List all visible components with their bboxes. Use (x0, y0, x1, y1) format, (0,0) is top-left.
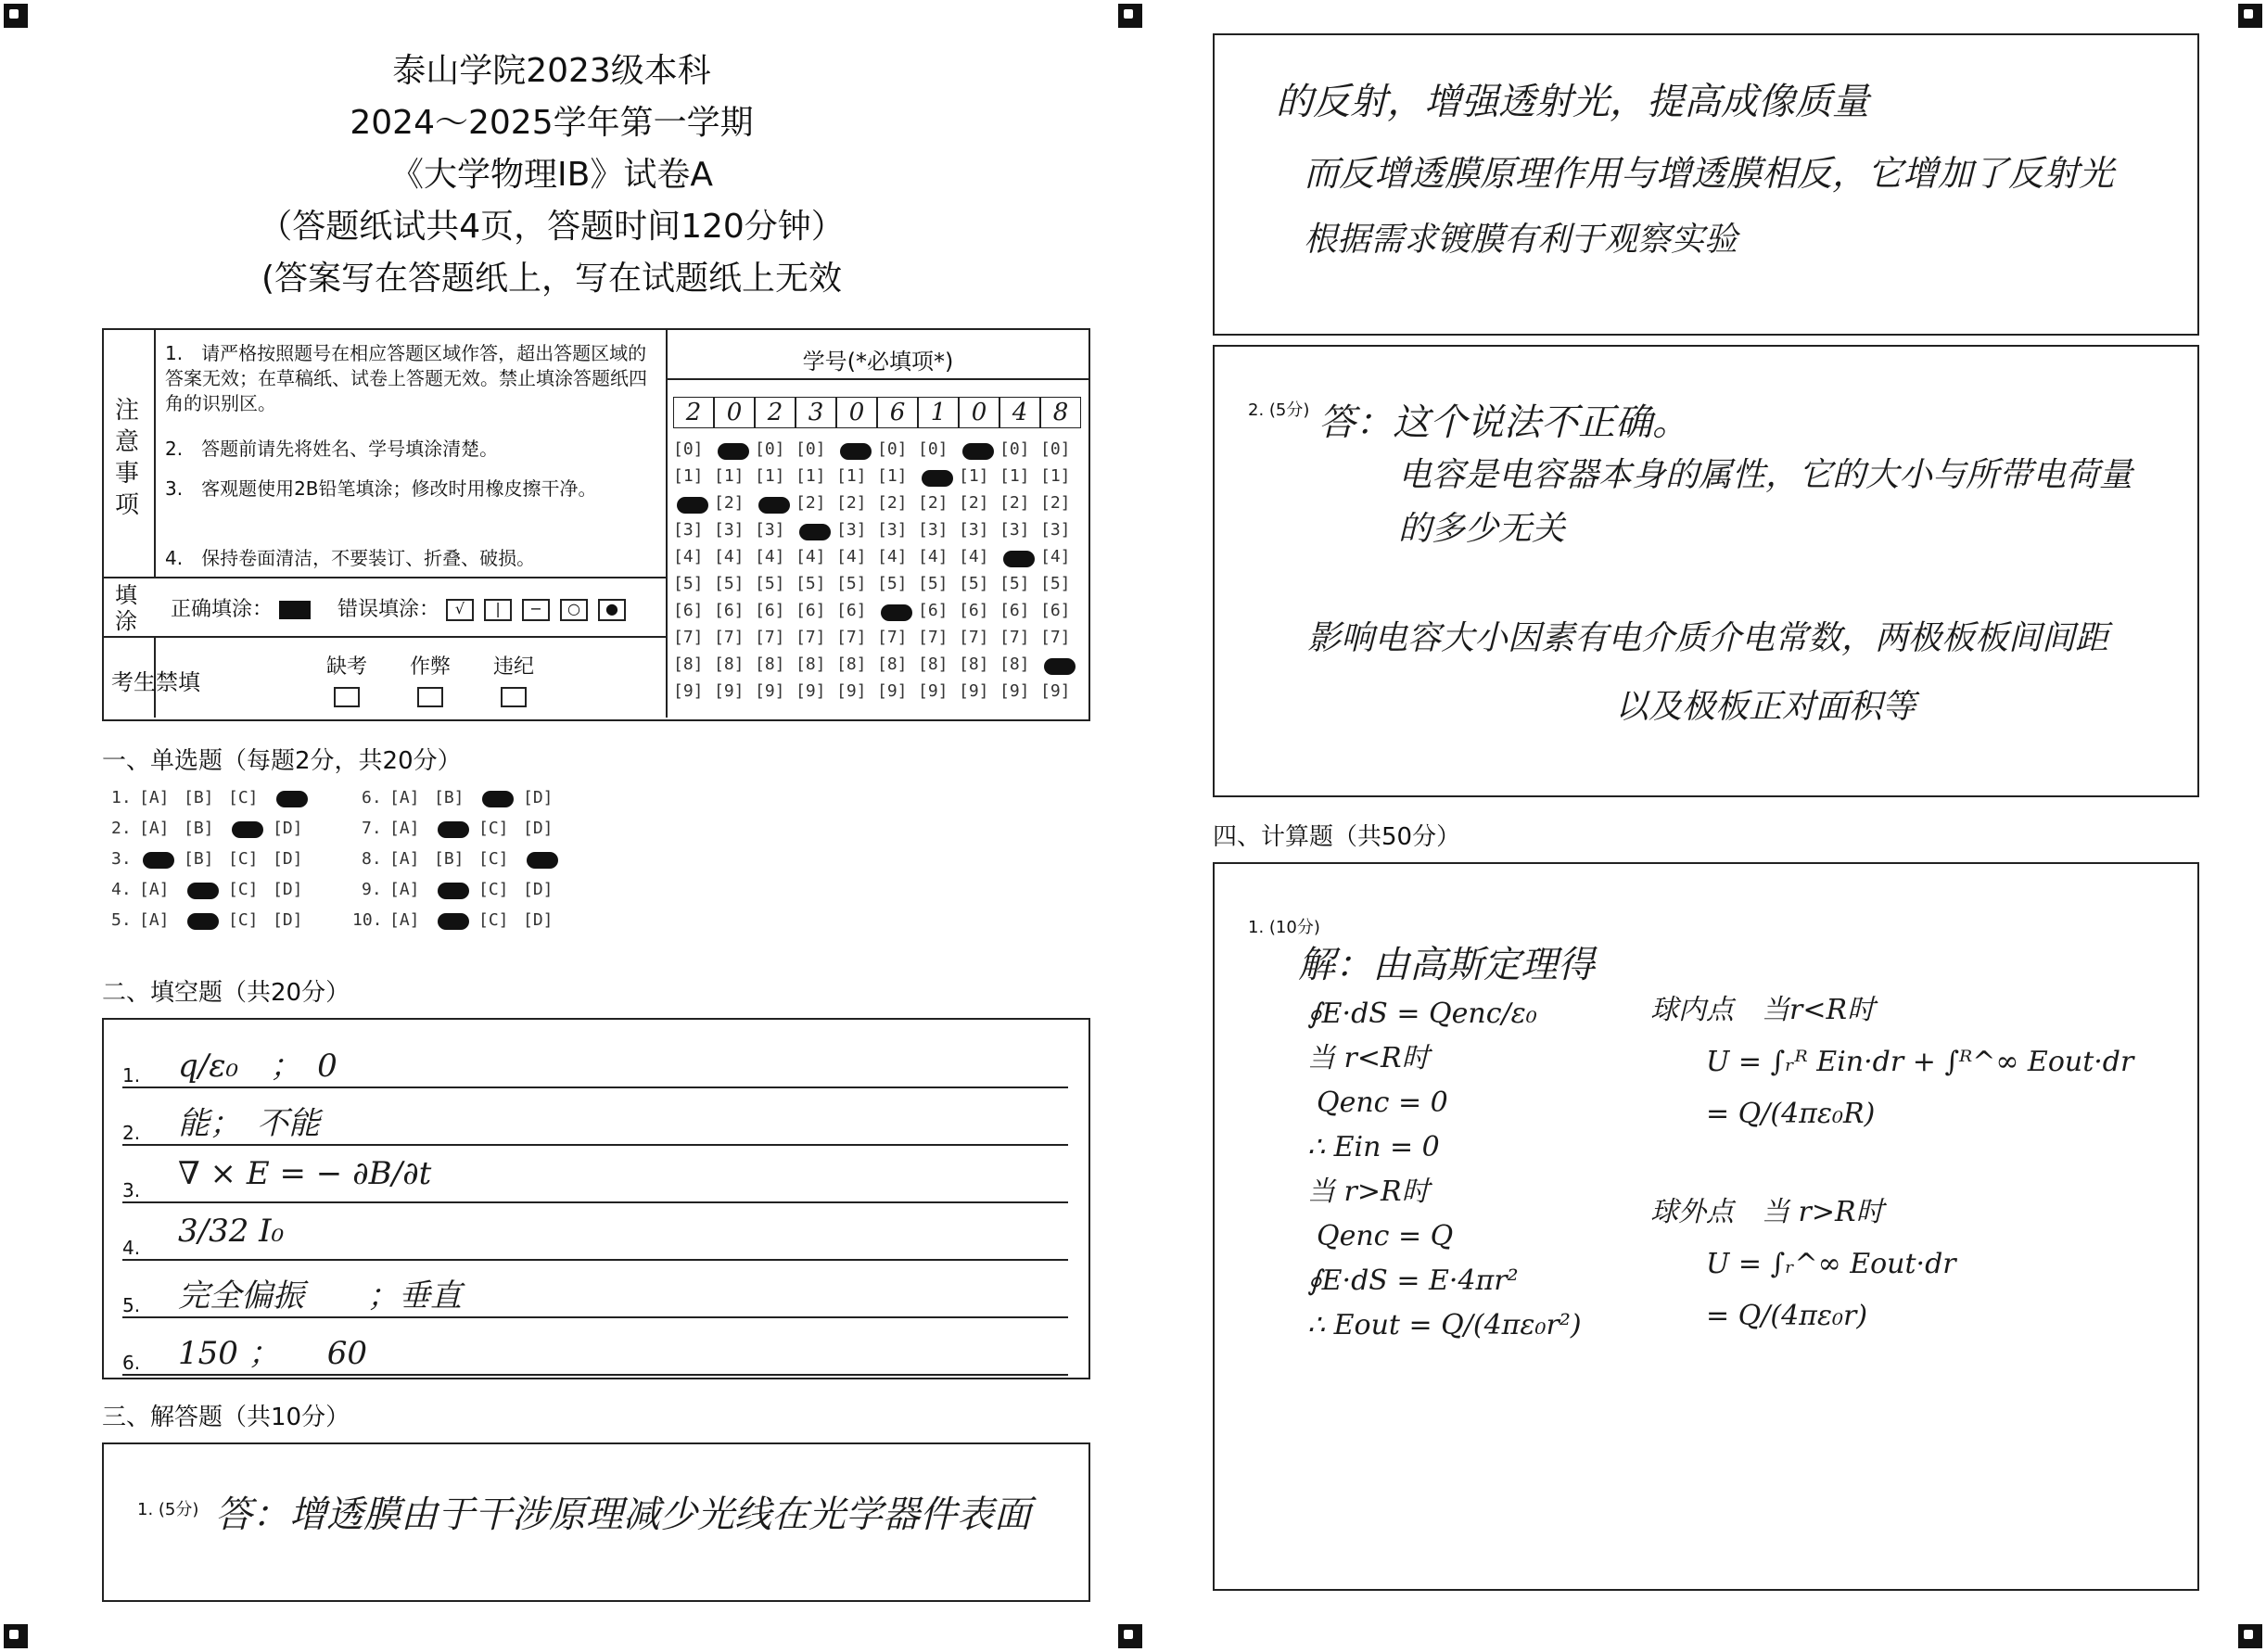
id-bubble: [2] (796, 493, 826, 513)
id-bubble: [7] (999, 628, 1030, 647)
id-bubble: [4] (673, 547, 704, 566)
corner-mark (4, 1624, 28, 1648)
id-bubble: [0] (877, 439, 908, 459)
mc-option: [D] (273, 849, 303, 869)
id-bubble: [2] (918, 493, 948, 513)
mc-option: [A] (139, 880, 170, 899)
id-bubble: [3] (836, 520, 867, 540)
id-bubble: [6] (999, 601, 1030, 620)
id-bubble: [9] (836, 681, 867, 701)
filled-bubble (799, 524, 831, 540)
id-bubble: [7] (714, 628, 745, 647)
short-answer-box-1-continued (1213, 33, 2199, 336)
filled-bubble (922, 470, 953, 487)
id-bubble: [1] (714, 466, 745, 486)
fill-answer: q/ε₀ ； 0 (178, 1048, 337, 1085)
id-bubble: [3] (673, 520, 704, 540)
id-bubble: [3] (918, 520, 948, 540)
id-bubble: [5] (877, 574, 908, 593)
calc-step: Qenc = Q (1317, 1220, 1454, 1252)
mc-option: [A] (389, 788, 420, 807)
id-bubble: [1] (836, 466, 867, 486)
correct-fill-label: 正确填涂： (171, 598, 274, 621)
student-id-digit: 2 (755, 397, 796, 428)
id-bubble: [1] (959, 466, 989, 486)
id-bubble: [5] (673, 574, 704, 593)
id-bubble: [7] (755, 628, 785, 647)
id-bubble: [4] (959, 547, 989, 566)
fill-answer: ∇ × E = − ∂B/∂t (178, 1155, 432, 1192)
id-bubble: [2] (877, 493, 908, 513)
answer-line (122, 1201, 1068, 1203)
calc-step: ∴ Ein = 0 (1307, 1131, 1440, 1163)
fill-number: 6. (122, 1352, 141, 1374)
mc-option: [C] (478, 819, 509, 838)
id-bubble: [0] (918, 439, 948, 459)
answer-line (122, 1144, 1068, 1146)
fill-answer: 3/32 I₀ (178, 1213, 285, 1250)
student-id-digit: 0 (959, 397, 999, 428)
mc-option: [A] (389, 849, 420, 869)
mc-option: [D] (523, 910, 554, 930)
correct-fill-mark (279, 601, 311, 619)
mc-option: [C] (228, 849, 259, 869)
id-bubble: [9] (959, 681, 989, 701)
student-id-digit: 2 (673, 397, 714, 428)
filled-bubble (677, 497, 708, 514)
id-bubble: [2] (999, 493, 1030, 513)
id-bubble: [4] (796, 547, 826, 566)
id-bubble: [6] (755, 601, 785, 620)
short-answer-box-2 (1213, 345, 2199, 797)
handwritten-answer: 的反射，增强透射光，提高成像质量 (1276, 81, 1869, 123)
notice-label: 注意事项 (115, 397, 140, 519)
id-bubble: [7] (1040, 628, 1071, 647)
header-line: 《大学物理IB》试卷A (390, 156, 713, 194)
mc-filled-option (187, 883, 219, 899)
mc-option: [A] (389, 880, 420, 899)
id-bubble: [1] (999, 466, 1030, 486)
mc-filled-option (187, 913, 219, 930)
id-bubble: [8] (755, 654, 785, 674)
calc-step: = Q/(4πε₀r) (1706, 1300, 1868, 1332)
id-bubble: [8] (836, 654, 867, 674)
id-bubble: [0] (999, 439, 1030, 459)
id-bubble: [7] (673, 628, 704, 647)
fill-number: 5. (122, 1294, 141, 1316)
calc-step: ∮E·dS = E·4πr² (1307, 1264, 1519, 1297)
filled-bubble (962, 443, 994, 460)
id-bubble: [6] (1040, 601, 1071, 620)
mc-option: [C] (478, 849, 509, 869)
mc-option: [C] (478, 910, 509, 930)
id-bubble: [8] (673, 654, 704, 674)
mc-question-number: 8. (362, 849, 382, 869)
student-id-digit: 1 (918, 397, 959, 428)
wrong-fill-mark: √ (446, 599, 474, 621)
wrong-fill-mark: ○ (560, 599, 588, 621)
mc-option: [A] (139, 819, 170, 838)
calc-step: = Q/(4πε₀R) (1706, 1098, 1876, 1130)
student-id-digit: 3 (796, 397, 836, 428)
notice-item: 1. 请严格按照题号在相应答题区域作答，超出答题区域的答案无效；在草稿纸、试卷上答题无效。禁止填涂答题纸四角的识别区。 (165, 342, 647, 414)
id-bubble: [5] (755, 574, 785, 593)
wrong-fill-mark: − (522, 599, 550, 621)
header-line: 泰山学院2023级本科 (392, 52, 711, 90)
id-bubble: [2] (836, 493, 867, 513)
fill-answer: 150 ； 60 (178, 1335, 367, 1372)
id-bubble: [2] (714, 493, 745, 513)
id-bubble: [0] (796, 439, 826, 459)
header-line: (答案写在答题纸上，写在试题纸上无效 (261, 260, 843, 298)
id-bubble: [2] (1040, 493, 1071, 513)
mc-option: [A] (139, 788, 170, 807)
id-bubble: [3] (714, 520, 745, 540)
id-bubble: [8] (918, 654, 948, 674)
notice-item: 2. 答题前请先将姓名、学号填涂清楚。 (165, 438, 499, 460)
mc-option: [D] (273, 910, 303, 930)
student-id-digit: 8 (1040, 397, 1081, 428)
id-bubble: [7] (959, 628, 989, 647)
mc-filled-option (232, 821, 263, 838)
id-bubble: [7] (918, 628, 948, 647)
fill-section-title: 二、填空题（共20分） (102, 979, 350, 1007)
corner-mark (4, 4, 28, 28)
filled-bubble (718, 443, 749, 460)
id-bubble: [4] (714, 547, 745, 566)
handwritten-answer: 而反增透膜原理作用与增透膜相反，它增加了反射光 (1304, 153, 2115, 194)
mc-question-number: 1. (111, 788, 132, 807)
id-bubble: [2] (959, 493, 989, 513)
filled-bubble (1003, 551, 1035, 567)
calc-step: ∴ Eout = Q/(4πε₀r²) (1307, 1309, 1582, 1341)
id-bubble: [1] (673, 466, 704, 486)
notice-item: 4. 保持卷面清洁，不要装订、折叠、破损。 (165, 547, 536, 569)
mc-option: [B] (184, 849, 214, 869)
calc-step: 当 r>R时 (1307, 1175, 1430, 1208)
handwritten-answer: 答：这个说法不正确。 (1318, 401, 1689, 444)
mc-question-number: 9. (362, 880, 382, 899)
id-bubble: [6] (796, 601, 826, 620)
calc-step: ∮E·dS = Qenc/ε₀ (1307, 998, 1537, 1030)
mc-option: [C] (228, 788, 259, 807)
id-bubble: [7] (836, 628, 867, 647)
id-bubble: [8] (999, 654, 1030, 674)
id-bubble: [0] (1040, 439, 1071, 459)
question-number: 1. (5分) (137, 1500, 199, 1519)
id-bubble: [9] (714, 681, 745, 701)
handwritten-answer: 根据需求镀膜有利于观察实验 (1304, 221, 1738, 259)
mc-filled-option (438, 913, 469, 930)
id-bubble: [4] (836, 547, 867, 566)
notice-item: 3. 客观题使用2B铅笔填涂；修改时用橡皮擦干净。 (165, 477, 597, 500)
id-bubble: [4] (755, 547, 785, 566)
id-bubble: [5] (999, 574, 1030, 593)
wrong-fill-mark: | (484, 599, 512, 621)
id-bubble: [3] (877, 520, 908, 540)
calc-left-column (1261, 938, 1650, 1348)
handwritten-answer: 电容是电容器本身的属性，它的大小与所带电荷量 (1398, 456, 2133, 494)
fill-answer: 能； 不能 (178, 1105, 320, 1142)
mc-question-number: 4. (111, 880, 132, 899)
corner-mark (2238, 1624, 2262, 1648)
calc-step: U = ∫ᵣ^∞ Eout·dr (1706, 1248, 1956, 1280)
mc-option: [D] (523, 788, 554, 807)
mc-option: [D] (523, 880, 554, 899)
id-bubble: [3] (755, 520, 785, 540)
id-bubble: [5] (836, 574, 867, 593)
wrong-fill-mark: ● (598, 599, 626, 621)
student-id-digit: 4 (999, 397, 1040, 428)
short-section-title: 三、解答题（共10分） (102, 1404, 350, 1431)
id-bubble: [9] (755, 681, 785, 701)
calc-section-title: 四、计算题（共50分） (1213, 823, 1461, 851)
id-bubble: [1] (877, 466, 908, 486)
filled-bubble (881, 604, 912, 621)
filled-bubble (758, 497, 790, 514)
calc-answer-box (1213, 862, 2199, 1591)
mc-question-number: 7. (362, 819, 382, 838)
id-bubble: [5] (918, 574, 948, 593)
mc-option: [A] (389, 910, 420, 930)
id-bubble: [6] (918, 601, 948, 620)
calc-step: Qenc = 0 (1317, 1087, 1448, 1119)
mc-filled-option (276, 791, 308, 807)
mc-question-number: 6. (362, 788, 382, 807)
filled-bubble (1044, 658, 1076, 675)
question-number: 1. (10分) (1248, 918, 1320, 937)
calc-step: 球外点 当 r>R时 (1650, 1196, 1884, 1228)
id-bubble: [0] (755, 439, 785, 459)
fill-number: 1. (122, 1064, 141, 1087)
mc-option: [B] (184, 819, 214, 838)
calc-step: U = ∫ᵣᴿ Ein·dr + ∫ᴿ^∞ Eout·dr (1706, 1046, 2134, 1078)
calc-step: 球内点 当r<R时 (1650, 994, 1876, 1026)
forbid-item: 缺考 (326, 651, 367, 707)
header-line: （答题纸试共4页，答题时间120分钟） (259, 208, 845, 246)
info-box (102, 328, 1090, 721)
forbid-label: 考生禁填 (111, 669, 200, 695)
mc-option: [D] (273, 880, 303, 899)
mc-question-number: 5. (111, 910, 132, 930)
student-id-digit: 0 (714, 397, 755, 428)
calc-right-column (1650, 985, 2170, 1342)
fill-number: 2. (122, 1122, 141, 1144)
mc-question-number: 2. (111, 819, 132, 838)
id-bubble: [1] (755, 466, 785, 486)
mc-option: [C] (228, 880, 259, 899)
forbid-item: 违纪 (493, 651, 534, 707)
id-bubble: [9] (673, 681, 704, 701)
wrong-fill-label: 错误填涂： (337, 598, 440, 621)
mc-filled-option (438, 883, 469, 899)
id-bubble: [3] (1040, 520, 1071, 540)
mc-option: [B] (184, 788, 214, 807)
header-line: 2024～2025学年第一学期 (350, 104, 754, 142)
id-bubble: [4] (1040, 547, 1071, 566)
filled-bubble (840, 443, 872, 460)
answer-line (122, 1259, 1068, 1261)
id-bubble: [5] (796, 574, 826, 593)
handwritten-answer: 影响电容大小因素有电介质介电常数，两极板板间间距 (1307, 619, 2109, 657)
mc-filled-option (527, 852, 558, 869)
id-bubble: [5] (959, 574, 989, 593)
id-bubble: [8] (877, 654, 908, 674)
id-bubble: [1] (796, 466, 826, 486)
id-bubble: [6] (673, 601, 704, 620)
id-bubble: [9] (796, 681, 826, 701)
student-id-digit: 6 (877, 397, 918, 428)
id-bubble: [8] (959, 654, 989, 674)
mc-filled-option (438, 821, 469, 838)
student-id-label: 学号(*必填项*) (802, 349, 954, 375)
mc-option: [A] (139, 910, 170, 930)
mc-section-title: 一、单选题（每题2分，共20分） (102, 747, 462, 775)
id-bubble: [9] (877, 681, 908, 701)
id-bubble: [5] (1040, 574, 1071, 593)
id-bubble: [9] (918, 681, 948, 701)
forbid-item: 作弊 (410, 651, 451, 707)
calc-step: 当 r<R时 (1307, 1042, 1430, 1074)
fill-answer: 完全偏振 ；垂直 (178, 1277, 462, 1315)
corner-mark (1118, 4, 1142, 28)
id-bubble: [6] (959, 601, 989, 620)
id-bubble: [8] (796, 654, 826, 674)
id-bubble: [5] (714, 574, 745, 593)
mc-option: [D] (523, 819, 554, 838)
id-bubble: [4] (877, 547, 908, 566)
handwritten-answer: 以及极板正对面积等 (1615, 688, 1916, 726)
corner-mark (1118, 1624, 1142, 1648)
mc-filled-option (143, 852, 174, 869)
id-bubble: [8] (714, 654, 745, 674)
id-bubble: [6] (836, 601, 867, 620)
student-id-digit: 0 (836, 397, 877, 428)
fill-label: 填涂 (115, 582, 137, 634)
short-answer-box-1 (102, 1442, 1090, 1602)
id-bubble: [0] (673, 439, 704, 459)
id-bubble: [4] (918, 547, 948, 566)
fill-number: 3. (122, 1179, 141, 1201)
mc-option: [B] (434, 849, 465, 869)
handwritten-answer: 答：增透膜由于干涉原理减少光线在光学器件表面 (215, 1493, 1031, 1536)
id-bubble: [7] (796, 628, 826, 647)
answer-line (122, 1374, 1068, 1376)
mc-filled-option (482, 791, 514, 807)
answer-line (122, 1087, 1068, 1088)
id-bubble: [6] (714, 601, 745, 620)
id-bubble: [7] (877, 628, 908, 647)
id-bubble: [1] (1040, 466, 1071, 486)
id-bubble: [9] (1040, 681, 1071, 701)
mc-option: [C] (478, 880, 509, 899)
calc-step: 解：由高斯定理得 (1298, 944, 1595, 986)
id-bubble: [3] (959, 520, 989, 540)
fill-answer-box (102, 1018, 1090, 1379)
mc-option: [A] (389, 819, 420, 838)
mc-option: [D] (273, 819, 303, 838)
corner-mark (2238, 4, 2262, 28)
answer-line (122, 1316, 1068, 1318)
fill-example (171, 593, 630, 622)
mc-question-number: 3. (111, 849, 132, 869)
id-bubble: [3] (999, 520, 1030, 540)
fill-number: 4. (122, 1237, 141, 1259)
handwritten-answer: 的多少无关 (1398, 510, 1566, 548)
mc-option: [C] (228, 910, 259, 930)
question-number: 2. (5分) (1248, 400, 1310, 420)
mc-question-number: 10. (352, 910, 383, 930)
mc-option: [B] (434, 788, 465, 807)
id-bubble: [9] (999, 681, 1030, 701)
